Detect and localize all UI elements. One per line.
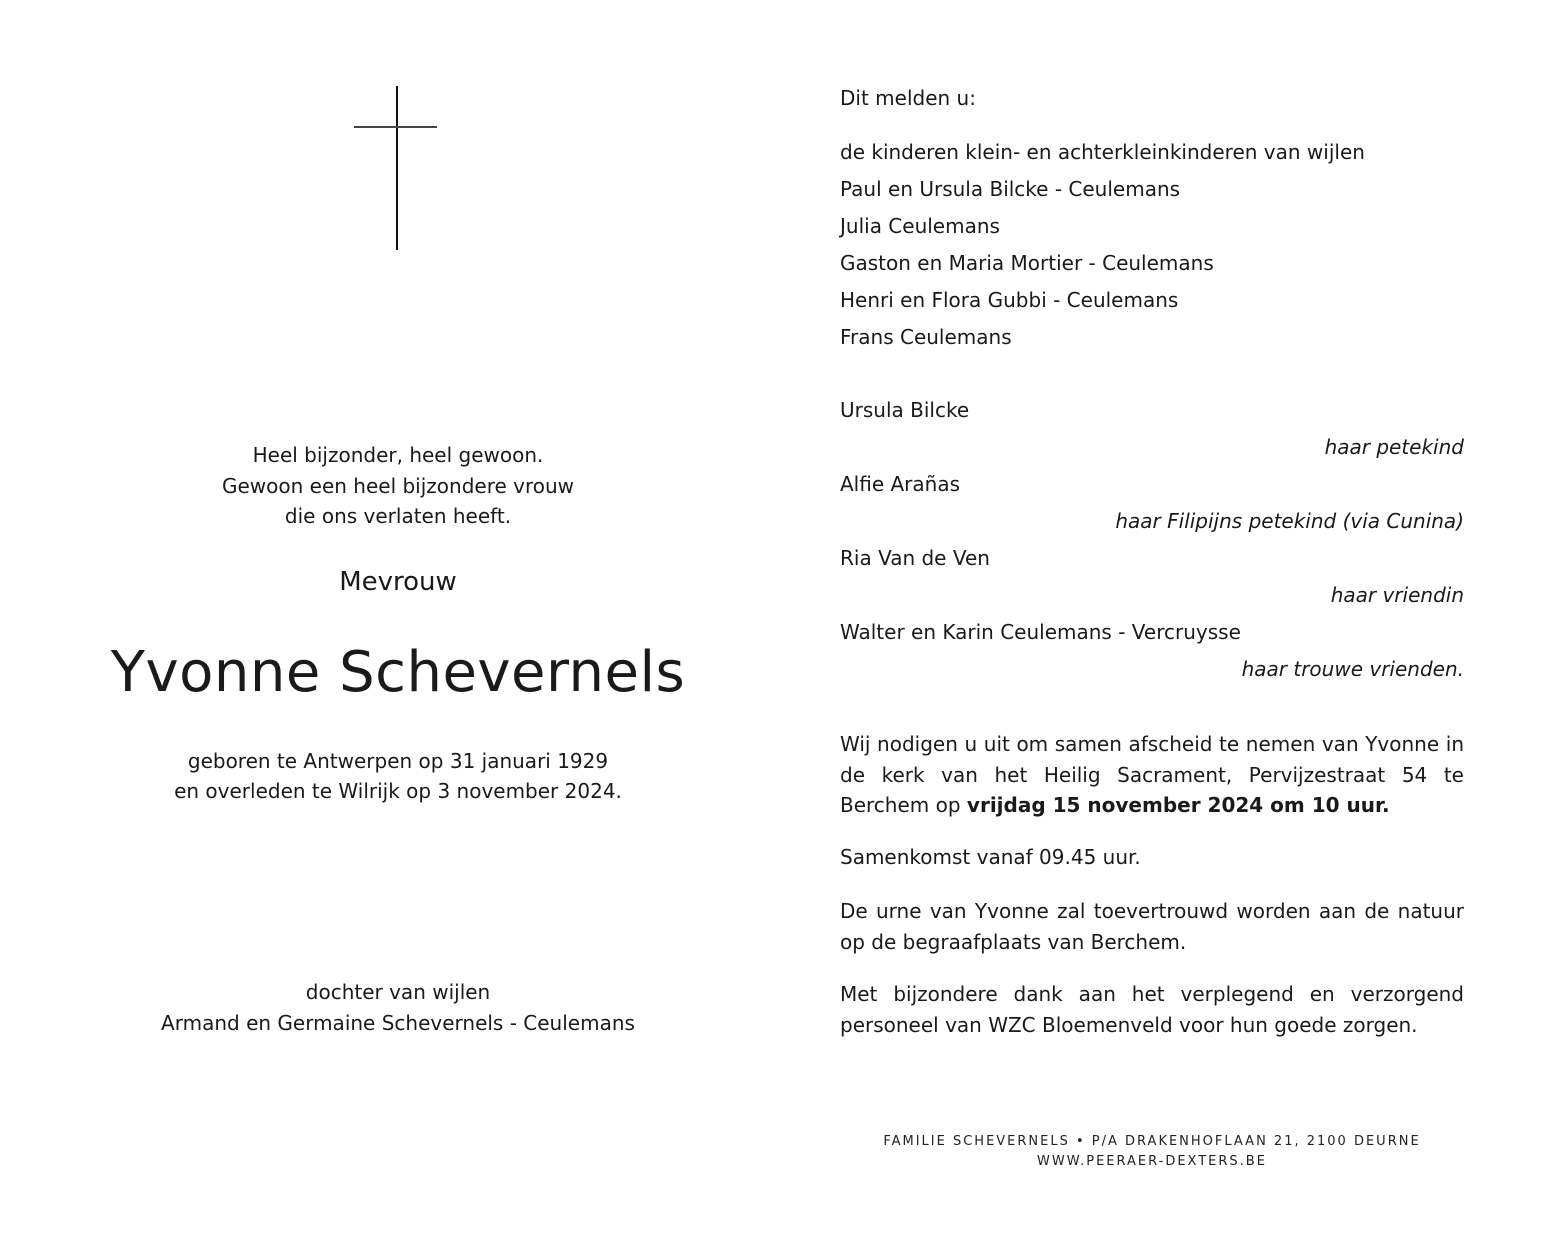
death-line: en overleden te Wilrijk op 3 november 2024. xyxy=(174,779,622,803)
family-list-item: de kinderen klein- en achterkleinkinderen van wijlen xyxy=(840,140,1365,164)
relation-name: Ursula Bilcke xyxy=(840,398,970,422)
parents xyxy=(100,977,696,1038)
family-list-item: Henri en Flora Gubbi - Ceulemans xyxy=(840,288,1179,312)
family-list-item: Gaston en Maria Mortier - Ceulemans xyxy=(840,251,1214,275)
family-list-item: Paul en Ursula Bilcke - Ceulemans xyxy=(840,177,1181,201)
quote-line: Heel bijzonder, heel gewoon. xyxy=(252,443,544,467)
cross-horizontal-bar xyxy=(354,126,437,128)
announcement-intro: Dit melden u: xyxy=(840,86,976,110)
invitation-text: Wij nodigen u uit om samen afscheid te nemen van Yvonne in de kerk van het Heilig Sacrament, Pervijzestraat 54 te Berchem op xyxy=(840,732,1464,817)
relation-name: Ria Van de Ven xyxy=(840,546,990,570)
quote-line: die ons verlaten heeft. xyxy=(284,504,512,528)
invitation-datetime: vrijdag 15 november 2024 om 10 uur. xyxy=(966,793,1390,817)
footer-address: FAMILIE SCHEVERNELS • P/A DRAKENHOFLAAN 21, 2100 DEURNE xyxy=(883,1134,1421,1149)
relation-role: haar petekind xyxy=(1324,435,1464,459)
deceased-name: Yvonne Schevernels xyxy=(110,640,686,705)
title-prefix: Mevrouw xyxy=(339,567,457,597)
relation-role: haar Filipijns petekind (via Cunina) xyxy=(1115,509,1464,533)
parents-intro: dochter van wijlen xyxy=(305,980,491,1004)
thanks-notice: Met bijzondere dank aan het verplegend en verzorgend personeel van WZC Bloemenveld voor hun goede zorgen. xyxy=(840,982,1464,1037)
family-list-item: Julia Ceulemans xyxy=(840,214,1000,238)
birth-line: geboren te Antwerpen op 31 januari 1929 xyxy=(187,749,609,773)
gathering-time: Samenkomst vanaf 09.45 uur. xyxy=(840,845,1141,869)
relation-role: haar vriendin xyxy=(1330,583,1464,607)
family-list xyxy=(840,134,1464,356)
birth-death-dates xyxy=(100,746,696,806)
footer xyxy=(840,1132,1464,1172)
relation-role: haar trouwe vrienden. xyxy=(1241,657,1464,681)
cross-icon xyxy=(354,86,438,250)
parents-names: Armand en Germaine Schevernels - Ceulemans xyxy=(161,1010,635,1035)
relation-name: Alfie Arañas xyxy=(840,472,961,496)
family-list-item: Frans Ceulemans xyxy=(840,325,1012,349)
funeral-invitation xyxy=(840,729,1464,821)
relation-name: Walter en Karin Ceulemans - Vercruysse xyxy=(840,620,1241,644)
relations-list xyxy=(840,392,1464,688)
cross-vertical-bar xyxy=(396,86,398,250)
footer-website[interactable]: WWW.PEERAER-DEXTERS.BE xyxy=(1037,1154,1267,1169)
memorial-quote xyxy=(100,440,696,532)
urn-notice: De urne van Yvonne zal toevertrouwd worden aan de natuur op de begraafplaats van Berchem. xyxy=(840,899,1464,954)
quote-line: Gewoon een heel bijzondere vrouw xyxy=(221,473,575,498)
